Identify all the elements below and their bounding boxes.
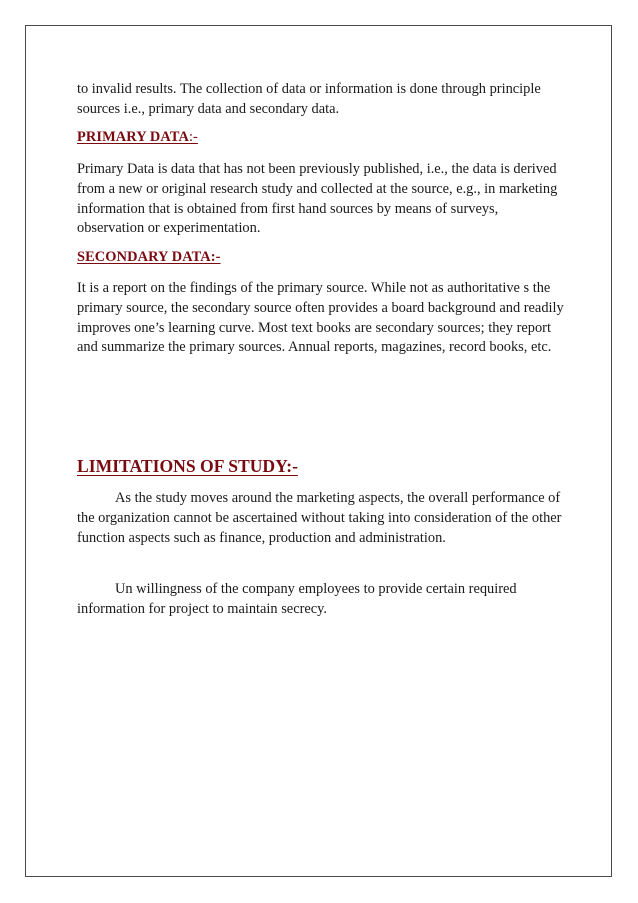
limitations-heading: LIMITATIONS OF STUDY:- <box>77 456 298 476</box>
limitations-paragraph-2: Un willingness of the company employees to provide certain required information for project to maintain secrecy. <box>77 581 517 617</box>
primary-data-heading-text: PRIMARY DATA <box>77 129 189 145</box>
limitations-paragraph-1: As the study moves around the marketing aspects, the overall performance of the organization cannot be ascertained without taking into consideration of the other function aspects such as finance, production and administration. <box>77 490 562 546</box>
intro-paragraph: to invalid results. The collection of data or information is done through principle sources i.e., primary data and secondary data. <box>77 81 541 117</box>
primary-data-paragraph: Primary Data is data that has not been previously published, i.e., the data is derived from a new or original research study and collected at the source, e.g., in marketing information that is obtained from first hand sources by means of surveys, observation or experimentation. <box>77 161 558 237</box>
secondary-data-paragraph: It is a report on the findings of the primary source. While not as authoritative s the primary source, the secondary source often provides a board background and readily improves one’s learning curve. Most text books are secondary sources; they report and summarize the primary sources. Annual reports, magazines, record books, etc. <box>77 280 564 356</box>
primary-data-heading <box>77 128 567 148</box>
primary-data-heading-suffix: :- <box>188 129 198 145</box>
page-border <box>25 25 612 877</box>
secondary-data-heading: SECONDARY DATA:- <box>77 249 221 265</box>
